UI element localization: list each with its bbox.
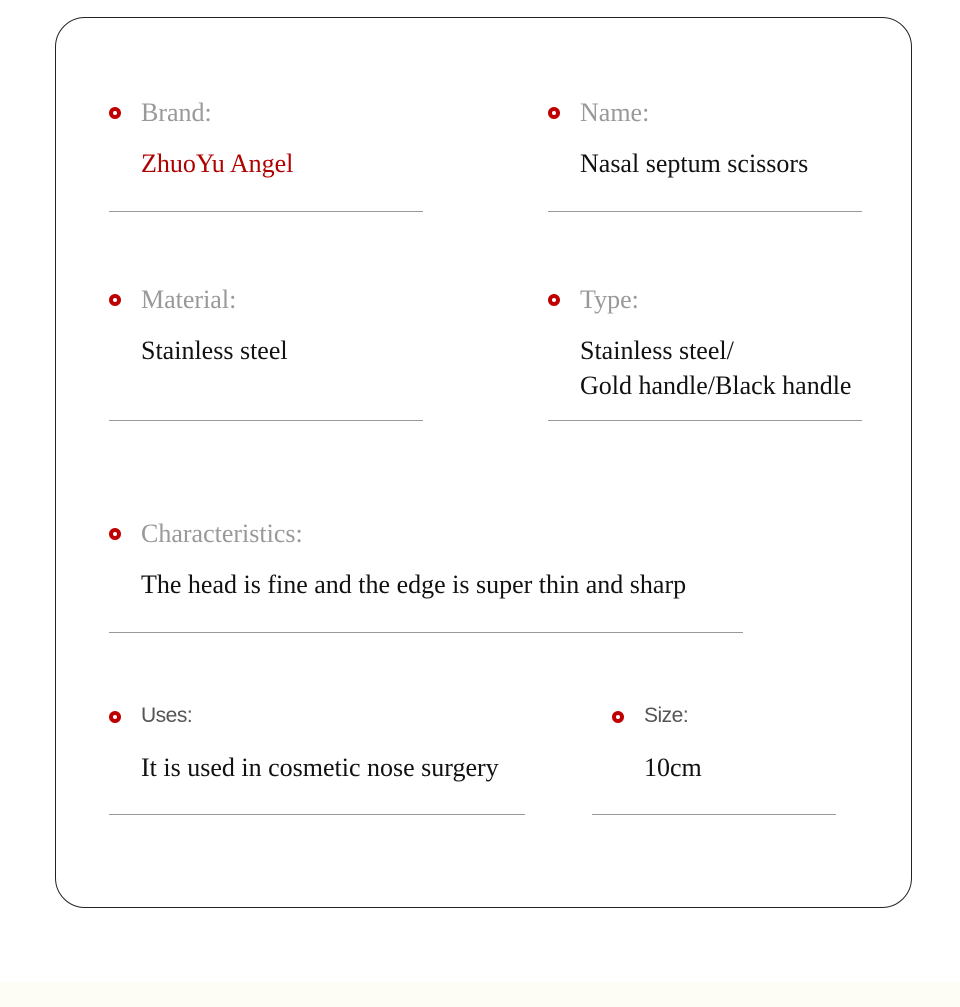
spec-value-line2: Gold handle/Black handle [580,371,852,400]
circle-bullet-icon [109,294,121,306]
divider [548,211,862,212]
spec-value: 10cm [644,753,702,782]
spec-label: Characteristics: [141,519,303,548]
spec-label: Material: [141,285,237,314]
divider [548,420,862,421]
circle-bullet-icon [109,711,121,723]
bottom-strip [0,982,960,1007]
spec-label: Brand: [141,98,212,127]
circle-bullet-icon [109,528,121,540]
divider [109,211,423,212]
spec-label: Size: [644,704,689,727]
spec-value: ZhuoYu Angel [141,149,294,178]
divider [592,814,836,815]
spec-label: Uses: [141,704,193,727]
spec-value-line1: Stainless steel/ [580,336,734,365]
spec-value: It is used in cosmetic nose surgery [141,753,499,782]
circle-bullet-icon [612,711,624,723]
spec-value: Stainless steel [141,336,288,365]
spec-label: Name: [580,98,650,127]
divider [109,420,423,421]
circle-bullet-icon [548,107,560,119]
spec-value: The head is fine and the edge is super thin and sharp [141,570,687,599]
circle-bullet-icon [548,294,560,306]
circle-bullet-icon [109,107,121,119]
divider [109,632,743,633]
spec-label: Type: [580,285,639,314]
divider [109,814,525,815]
spec-value: Nasal septum scissors [580,149,809,178]
